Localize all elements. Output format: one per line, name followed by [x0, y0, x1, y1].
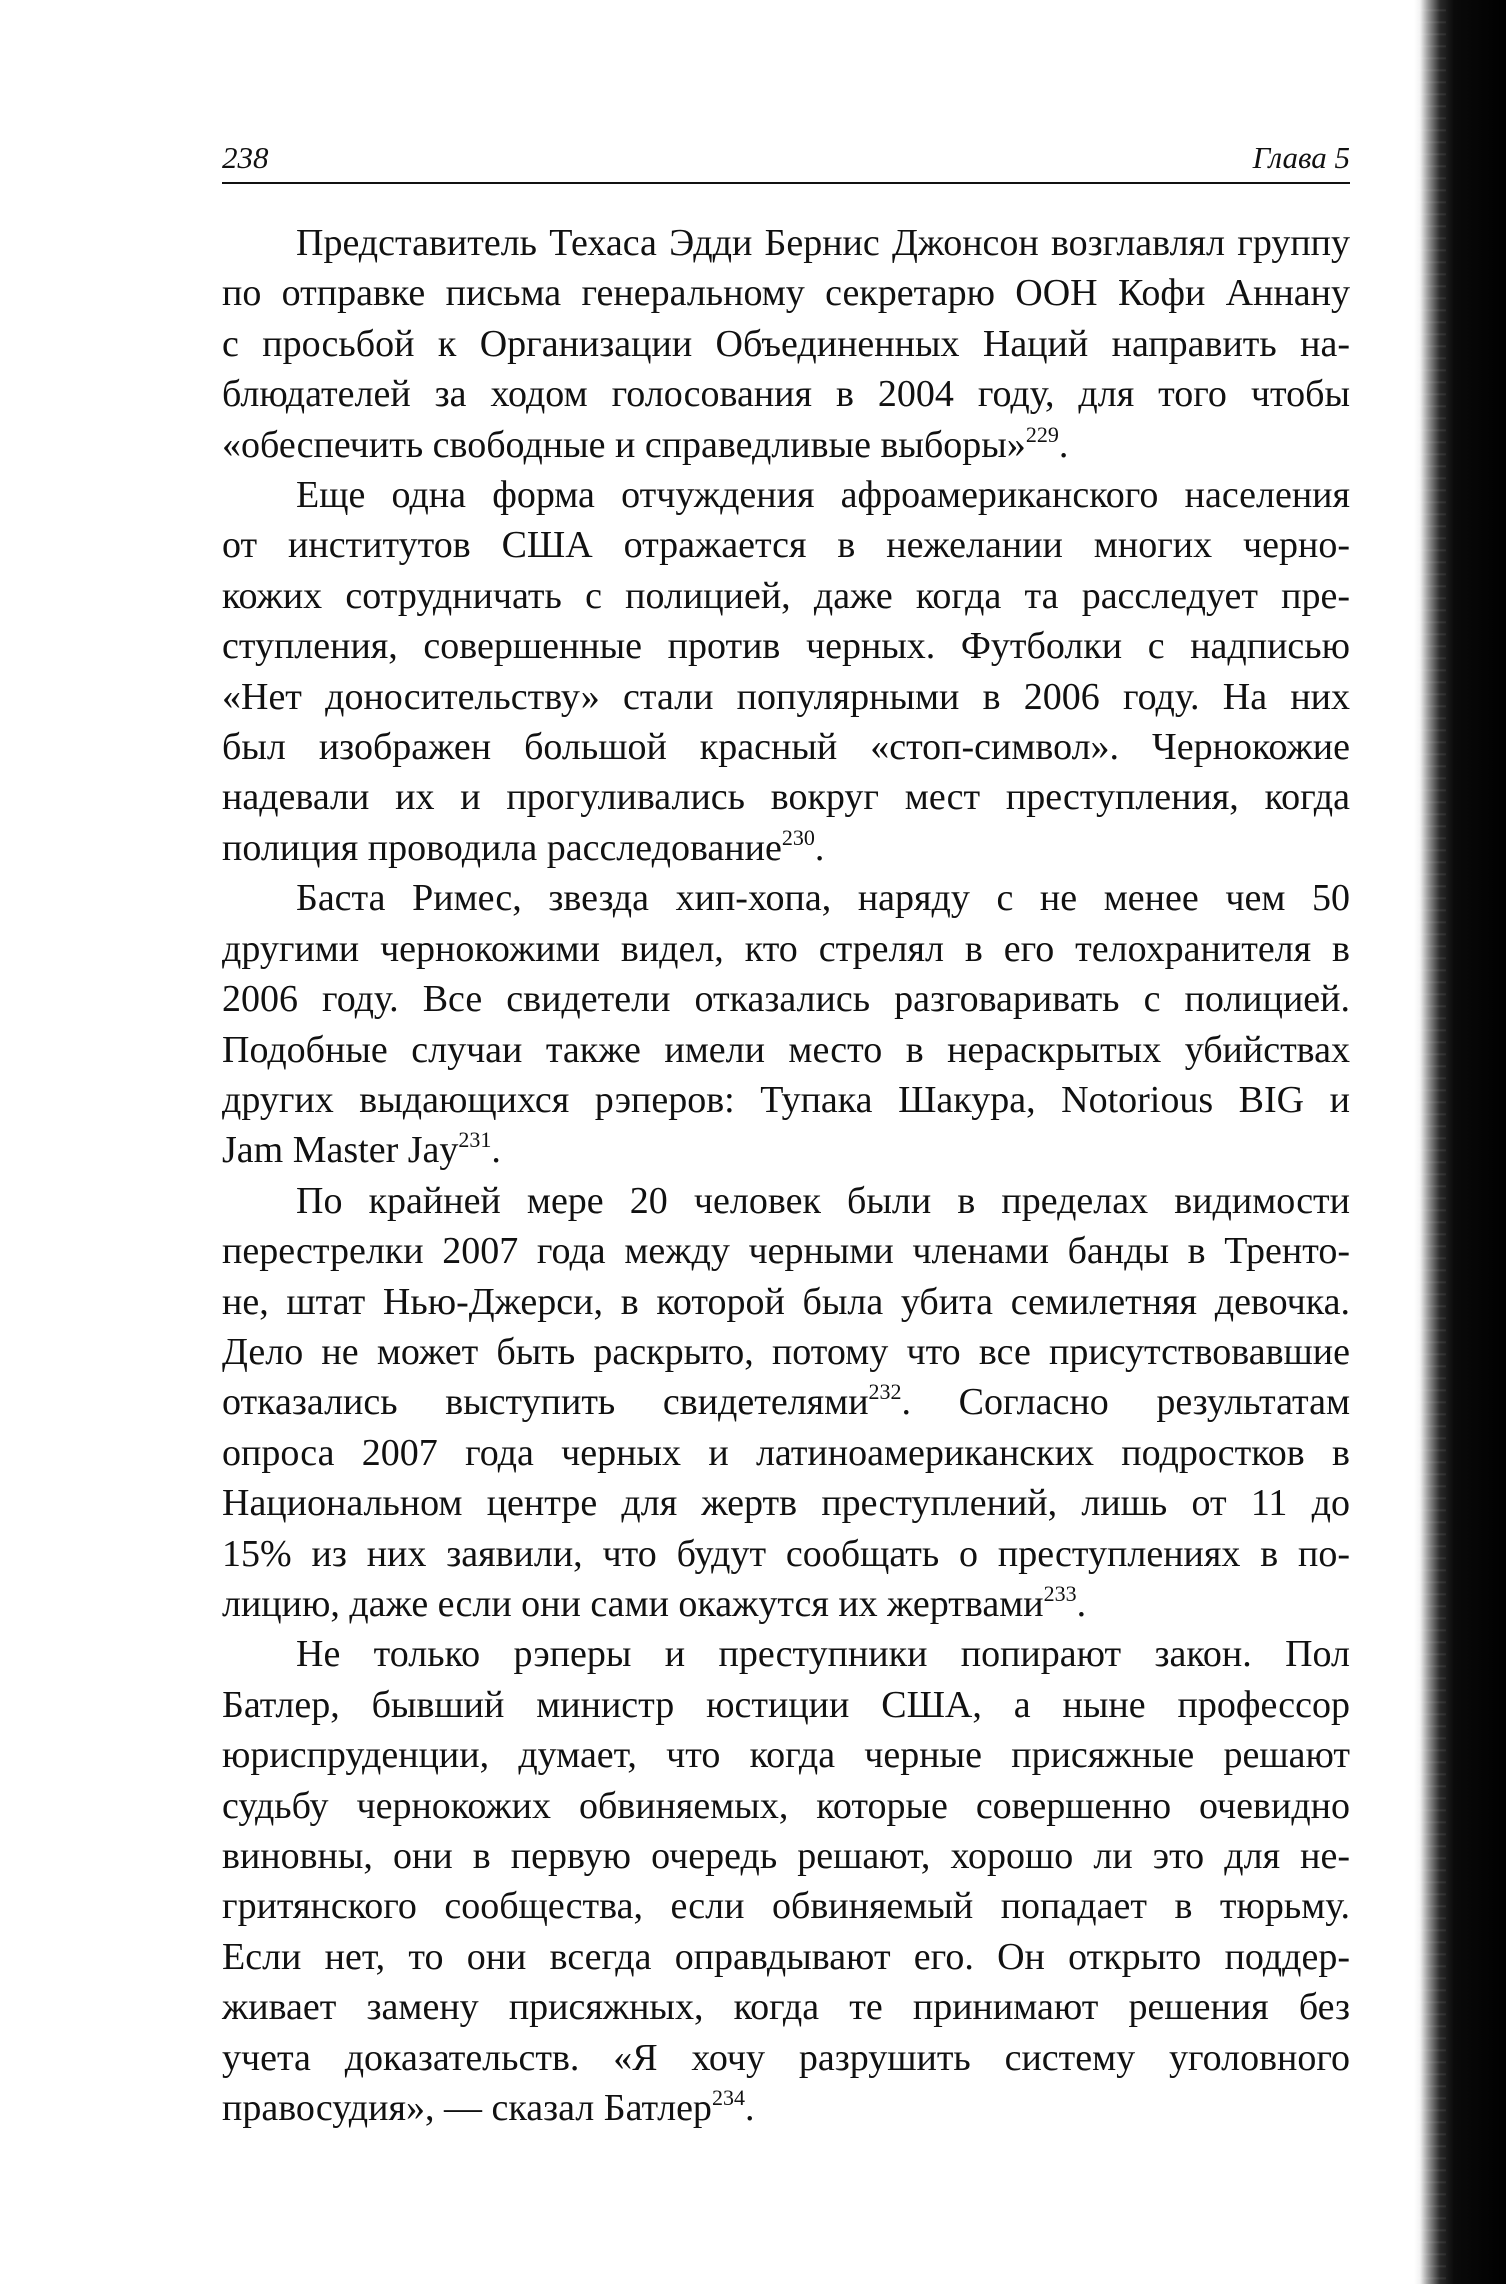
text-line: правосудия», — сказал Батлер$^{234}$.	[222, 2085, 755, 2130]
text-line: надевали их и прогуливались вокруг мест преступления, когда	[222, 776, 1350, 819]
text-line: по отправке письма генеральному секретарю ООН Кофи Аннану	[222, 272, 1350, 315]
text-line: опроса 2007 года черных и латиноамериканских подростков в	[222, 1431, 1350, 1474]
text-line: судьбу чернокожих обвиняемых, которые совершенно очевидно	[222, 1784, 1350, 1827]
text-line: «Нет доносительству» стали популярными в 2006 году. На них	[222, 675, 1350, 718]
text-line: лицию, даже если они сами окажутся их жертвами$^{233}$.	[222, 1580, 1087, 1625]
footnote-ref: 234	[711, 2085, 745, 2111]
text-line: блюдателей за ходом голосования в 2004 году, для того чтобы	[222, 373, 1350, 416]
page-number: 238	[222, 140, 269, 175]
text-line: не, штат Нью-Джерси, в которой была убита семилетняя девочка.	[222, 1280, 1350, 1323]
text-line: Баста Римес, звезда хип-хопа, наряду с не менее чем 50	[296, 877, 1350, 920]
page-header	[222, 136, 1350, 184]
paragraph	[222, 470, 1350, 873]
text-line: отказались выступить свидетелями$^{232}$. Согласно результатам	[222, 1379, 1350, 1424]
page-edge-streaks	[1416, 0, 1446, 2284]
text-line: юриспруденции, думает, что когда черные присяжные решают	[222, 1734, 1350, 1777]
text-line: живает замену присяжных, когда те принимают решения без	[222, 1986, 1350, 2029]
text-line: с просьбой к Организации Объединенных Наций направить на-	[222, 322, 1350, 365]
text-line: был изображен большой красный «стоп-символ». Чернокожие	[222, 726, 1350, 769]
footnote-ref: 233	[1043, 1580, 1077, 1606]
footnote-ref: 232	[868, 1379, 902, 1405]
text-line: другими чернокожими видел, кто стрелял в его телохранителя в	[222, 927, 1350, 970]
paragraph	[222, 1629, 1350, 2133]
running-head: Глава 5	[1252, 140, 1350, 175]
text-line: ступления, совершенные против черных. Футболки с надписью	[222, 625, 1350, 668]
text-line: других выдающихся рэперов: Тупака Шакура, Notorious BIG и	[222, 1078, 1350, 1121]
paragraph	[222, 1176, 1350, 1630]
text-line: По крайней мере 20 человек были в пределах видимости	[296, 1179, 1350, 1222]
body-text	[222, 218, 1350, 2133]
paragraph	[222, 873, 1350, 1175]
footnote-ref: 230	[781, 824, 815, 850]
text-line: кожих сотрудничать с полицией, даже когда та расследует пре-	[222, 574, 1350, 617]
text-line: Национальном центре для жертв преступлений, лишь от 11 до	[222, 1482, 1350, 1525]
text-line: перестрелки 2007 года между черными членами банды в Тренто-	[222, 1230, 1350, 1273]
footnote-ref: 231	[458, 1127, 492, 1153]
text-line: гритянского сообщества, если обвиняемый попадает в тюрьму.	[222, 1885, 1350, 1928]
text-line: от институтов США отражается в нежелании многих черно-	[222, 524, 1350, 567]
footnote-ref: 229	[1025, 421, 1059, 447]
text-line: виновны, они в первую очередь решают, хорошо ли это для не-	[222, 1835, 1350, 1877]
text-line: Подобные случаи также имели место в нераскрытых убийствах	[222, 1028, 1350, 1071]
text-line: Если нет, то они всегда оправдывают его. Он открыто поддер-	[222, 1935, 1350, 1978]
text-line: учета доказательств. «Я хочу разрушить систему уголовного	[222, 2036, 1350, 2079]
text-line: 2006 году. Все свидетели отказались разговаривать с полицией.	[222, 978, 1350, 1021]
text-line: «обеспечить свободные и справедливые выборы»$^{229}$.	[222, 421, 1069, 466]
text-line: Не только рэперы и преступники попирают закон. Пол	[296, 1633, 1350, 1676]
text-line: Jam Master Jay$^{231}$.	[222, 1127, 501, 1172]
text-line: полиция проводила расследование$^{230}$.	[222, 824, 825, 869]
text-line: Представитель Техаса Эдди Бернис Джонсон возглавлял группу	[296, 222, 1350, 264]
text-line: Еще одна форма отчуждения афроамериканского населения	[296, 474, 1350, 517]
text-line: Дело не может быть раскрыто, потому что все присутствовавшие	[222, 1330, 1350, 1373]
text-line: 15% из них заявили, что будут сообщать о преступлениях в по-	[222, 1532, 1350, 1575]
paragraph	[222, 218, 1350, 470]
text-line: Батлер, бывший министр юстиции США, а ныне профессор	[222, 1683, 1350, 1726]
